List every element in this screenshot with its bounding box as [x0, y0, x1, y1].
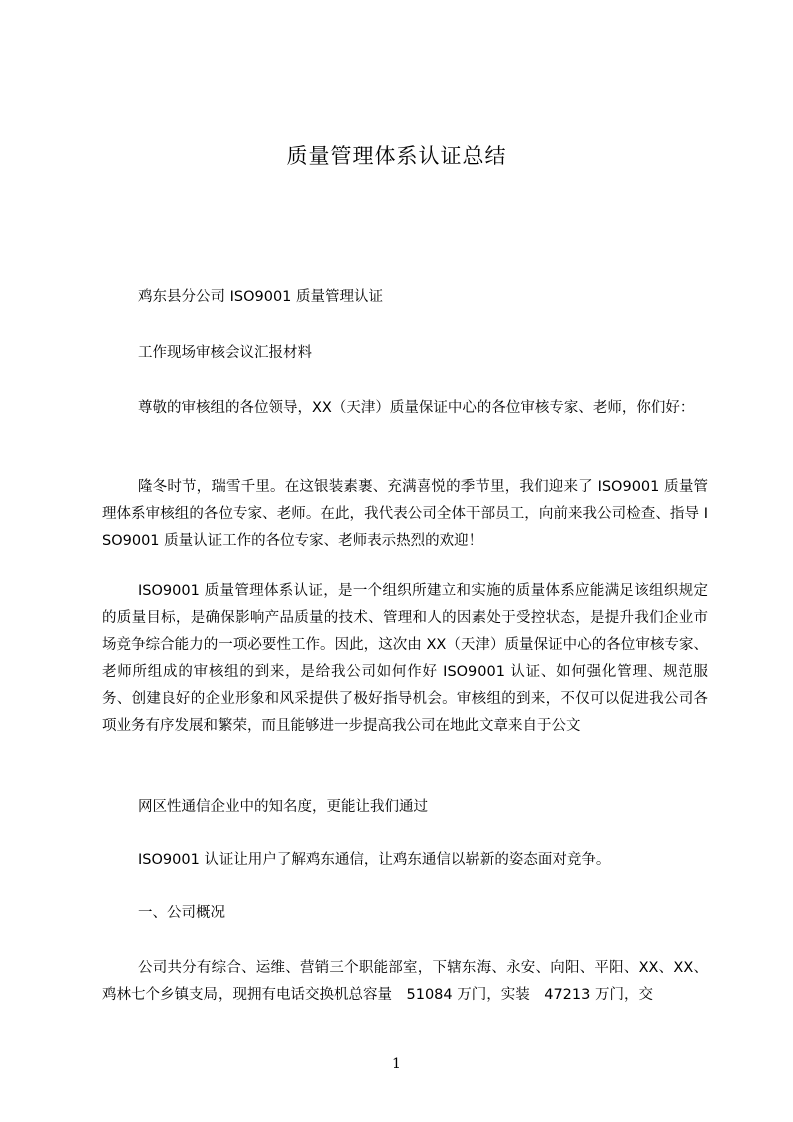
paragraph-welcome: 隆冬时节，瑞雪千里。在这银装素裹、充满喜悦的季节里，我们迎来了 ISO9001 质量管理体系审核组的各位专家、老师。在此，我代表公司全体干部员工，向前来我公司检查、指导 ISO9001 质量认证工作的各位专家、老师表示热烈的欢迎！ [102, 479, 708, 549]
paragraph-greeting: 尊敬的审核组的各位领导，XX（天津）质量保证中心的各位审核专家、老师，你们好： [138, 400, 695, 416]
paragraph-company-overview: 公司共分有综合、运维、营销三个职能部室，下辖东海、永安、向阳、平阳、XX、XX、鸡林七个乡镇支局，现拥有电话交换机总容量 51084 万门，实装 47213 万门，交 [102, 960, 708, 1003]
section-heading-company-overview: 一、公司概况 [138, 905, 225, 921]
document-title: 质量管理体系认证总结 [286, 144, 507, 168]
paragraph-certification-intro: ISO9001 质量管理体系认证，是一个组织所建立和实施的质量体系应能满足该组织规定的质量目标，是确保影响产品质量的技术、管理和人的因素处于受控状态，是提升我们企业市场竞争综合能力的一项必要性工作。因此，这次由 XX（天津）质量保证中心的各位审核专家、老师所组成的审核组的到来，是给我公司如何作好 ISO9001 认证、如何强化管理、规范服务、创建良好的企业形象和风采提供了极好指导机会。审核组的到来，不仅可以促进我公司各项业务有序发展和繁荣，而且能够进一步提高我公司在地此文章来自于公文 [102, 583, 708, 734]
paragraph-certification-goal: ISO9001 认证让用户了解鸡东通信，让鸡东通信以崭新的姿态面对竞争。 [138, 852, 611, 868]
paragraph-network-reputation: 网区性通信企业中的知名度，更能让我们通过 [138, 799, 428, 815]
page-number: 1 [392, 1056, 401, 1072]
paragraph-company-name: 鸡东县分公司 ISO9001 质量管理认证 [138, 289, 384, 305]
paragraph-report-subtitle: 工作现场审核会议汇报材料 [138, 345, 312, 361]
